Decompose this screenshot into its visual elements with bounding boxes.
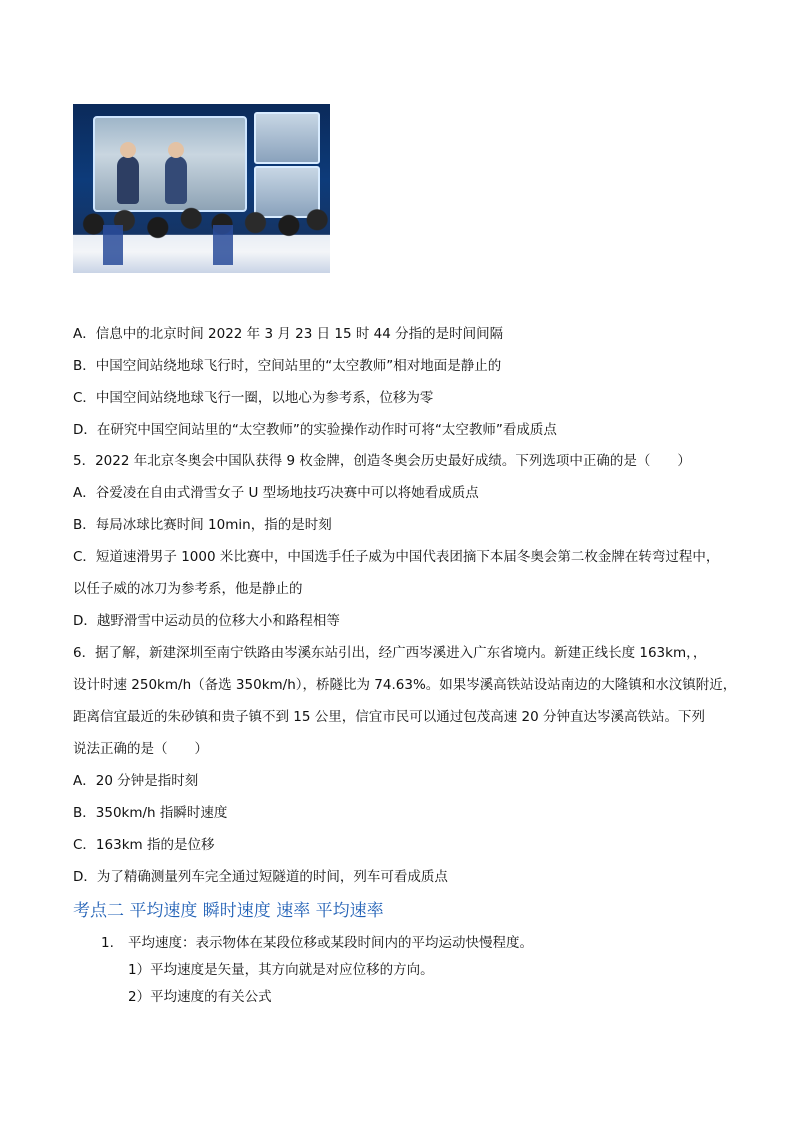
q5-option-a: A．谷爱凌在自由式滑雪女子 U 型场地技巧决赛中可以将她看成质点: [73, 485, 479, 501]
q5-option-d: D．越野滑雪中运动员的位移大小和路程相等: [73, 613, 340, 629]
main-screen: [93, 116, 247, 212]
item-text: 平均速度：表示物体在某段位移或某段时间内的平均运动快慢程度。: [128, 935, 533, 951]
space-classroom-photo: [73, 104, 330, 273]
section-heading: 考点二 平均速度 瞬时速度 速率 平均速率: [73, 901, 384, 921]
sub-point-1: 1）平均速度是矢量，其方向就是对应位移的方向。: [128, 962, 434, 978]
q5-option-b: B．每局冰球比赛时间 10min，指的是时刻: [73, 517, 332, 533]
q6-stem-line: 说法正确的是（ ）: [73, 741, 208, 757]
q5-stem: 5．2022 年北京冬奥会中国队获得 9 枚金牌，创造冬奥会历史最好成绩。下列选项中正确的是（ ）: [73, 453, 691, 469]
q6-stem-line: 设计时速 250km/h（备选 350km/h），桥隧比为 74.63%。如果岑溪高铁站设站南边的大隆镇和水汶镇附近，: [73, 677, 737, 693]
q6-option-d: D．为了精确测量列车完全通过短隧道的时间，列车可看成质点: [73, 869, 448, 885]
q6-stem-line: 6．据了解，新建深圳至南宁铁路由岑溪东站引出，经广西岑溪进入广东省境内。新建正线长度 163km，，: [73, 645, 707, 661]
q6-option-a: A．20 分钟是指时刻: [73, 773, 199, 789]
q4-option-b: B．中国空间站绕地球飞行时，空间站里的“太空教师”相对地面是静止的: [73, 358, 502, 374]
astronaut-head: [168, 142, 184, 158]
uniform-stripe: [103, 225, 123, 265]
q4-option-a: A．信息中的北京时间 2022 年 3 月 23 日 15 时 44 分指的是时间间隔: [73, 326, 504, 342]
q4-option-d: D．在研究中国空间站里的“太空教师”的实验操作动作时可将“太空教师”看成质点: [73, 422, 557, 438]
astronaut-head: [120, 142, 136, 158]
astronaut-figure: [165, 156, 187, 204]
uniform-stripe: [213, 225, 233, 265]
astronaut-figure: [117, 156, 139, 204]
q6-stem-line: 距离信宜最近的朱砂镇和贵子镇不到 15 公里，信宜市民可以通过包茂高速 20 分钟直达岑溪高铁站。下列: [73, 709, 706, 725]
q6-option-c: C．163km 指的是位移: [73, 837, 215, 853]
q4-option-c: C．中国空间站绕地球飞行一圈，以地心为参考系，位移为零: [73, 390, 434, 406]
sub-point-2: 2）平均速度的有关公式: [128, 989, 272, 1005]
q5-option-c-cont: 以任子威的冰刀为参考系，他是静止的: [73, 581, 303, 597]
q5-option-c: C．短道速滑男子 1000 米比赛中，中国选手任子威为中国代表团摘下本届冬奥会第二枚金牌在转弯过程中，: [73, 549, 720, 565]
side-screen: [254, 112, 320, 164]
item-number: 1.: [101, 935, 114, 951]
q6-option-b: B．350km/h 指瞬时速度: [73, 805, 228, 821]
